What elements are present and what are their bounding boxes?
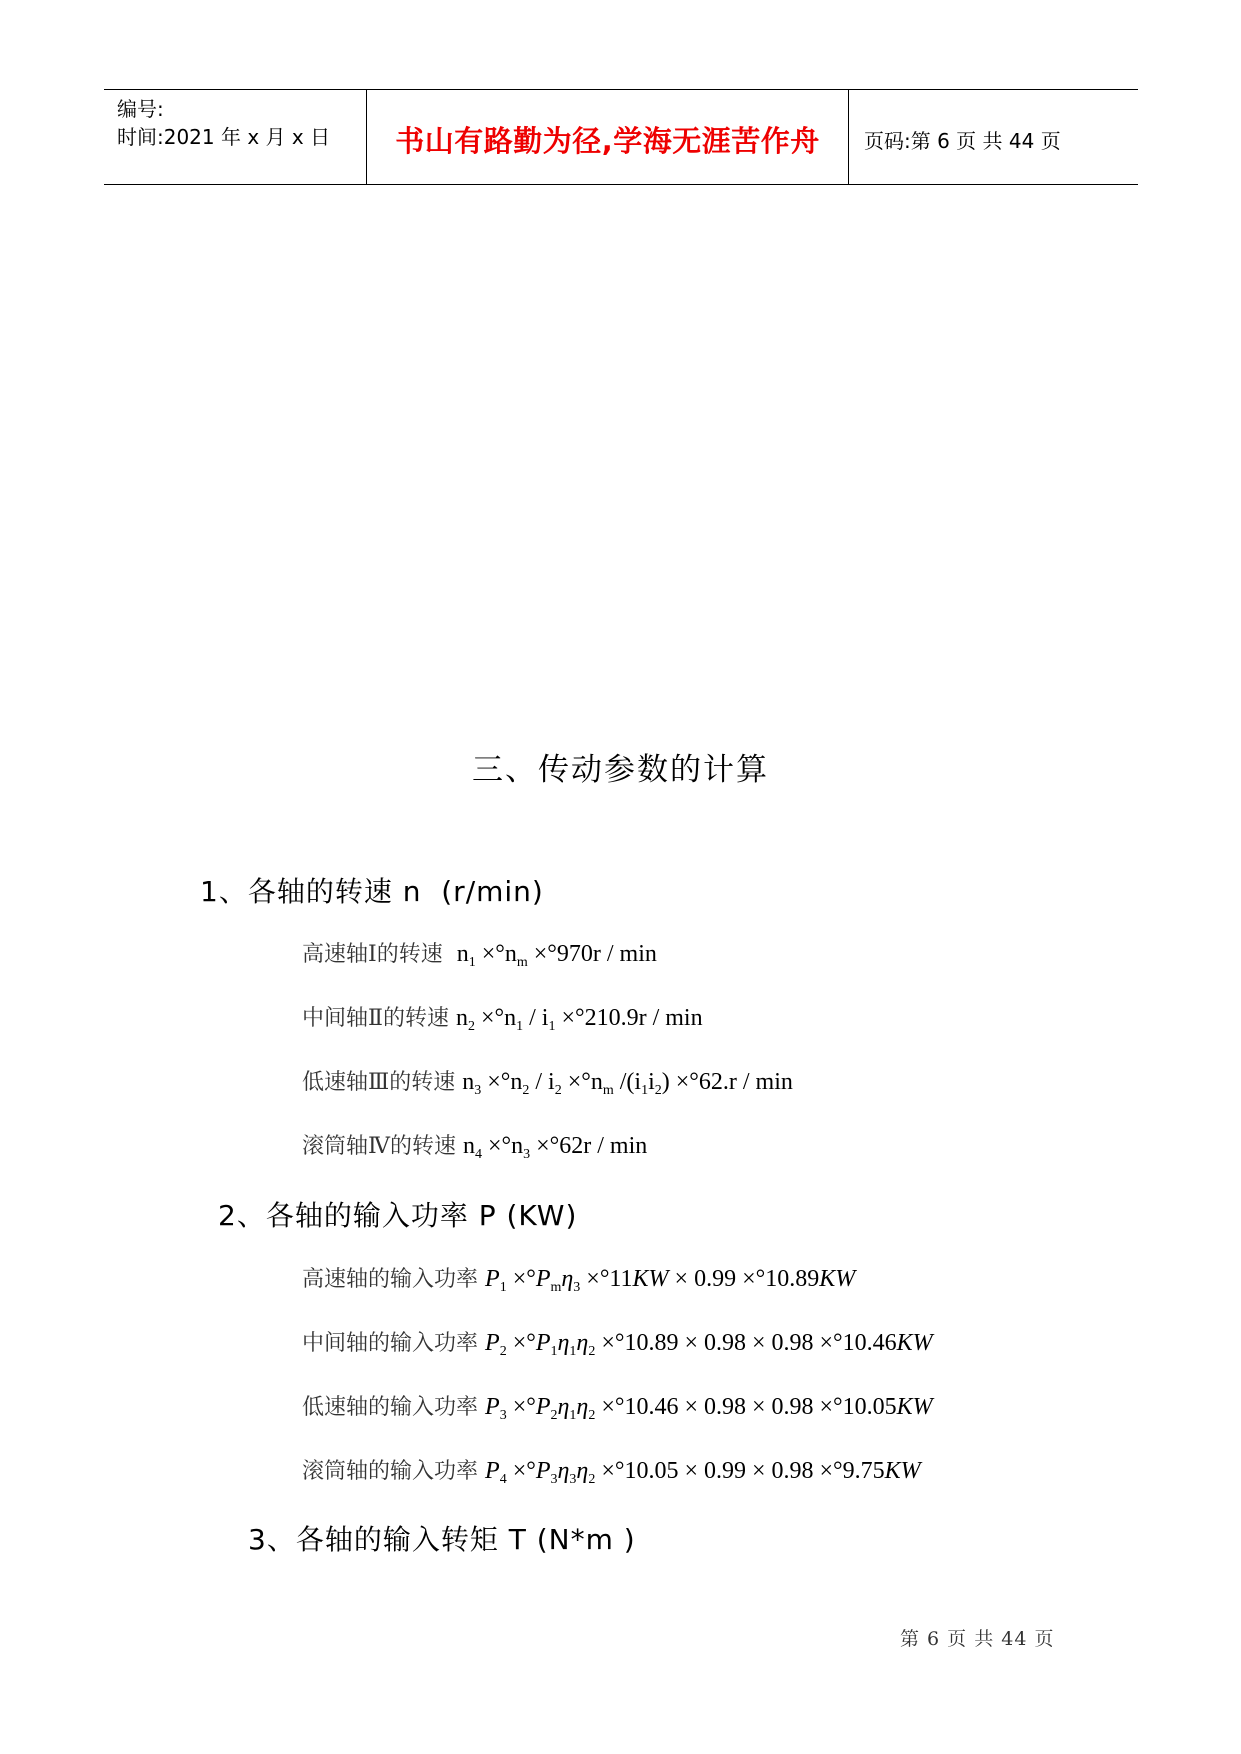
formula-label: 中间轴的输入功率 bbox=[302, 1331, 479, 1356]
formula-label: 滚筒轴Ⅳ的转速 bbox=[302, 1134, 456, 1159]
formula-label: 高速轴Ⅰ的转速 bbox=[302, 942, 443, 967]
formula-line bbox=[302, 1454, 921, 1488]
formula-label: 低速轴的输入功率 bbox=[302, 1395, 479, 1420]
header-left-cell bbox=[104, 90, 367, 184]
formula-expression: $n_2 \times^\circ n_1 / i_1 \times^\circ 210.9r / \min$ bbox=[455, 1005, 703, 1034]
formula-line bbox=[302, 1262, 855, 1296]
formula-expression: $n_3 \times^\circ n_2 / i_2 \times^\circ n_m$ $/(i_1i_2) \times^\circ 62.r / \min$ bbox=[462, 1069, 793, 1098]
formula-label: 中间轴Ⅱ的转速 bbox=[302, 1006, 449, 1031]
formula-line bbox=[302, 937, 657, 971]
time-label: 时间:2021 年 x 月 x 日 bbox=[117, 125, 331, 149]
motto: 书山有路勤为径,学海无涯苦作舟 bbox=[395, 124, 820, 158]
formula-expression: $P_4 \times^\circ P_3\eta_3\eta_2 \times^\circ 10.05 \times 0.99 \times 0.98 \times^\circ 9.75KW$ bbox=[485, 1458, 921, 1487]
heading-input-power: 2、各轴的输入功率 P (KW) bbox=[218, 1199, 578, 1232]
formula-label: 滚筒轴的输入功率 bbox=[302, 1459, 479, 1484]
header-right-cell bbox=[850, 90, 1138, 184]
header-motto-cell bbox=[367, 90, 849, 184]
formula-label: 低速轴Ⅲ的转速 bbox=[302, 1070, 456, 1095]
formula-expression: $P_3 \times^\circ P_2\eta_1\eta_2 \times^\circ 10.46 \times 0.98 \times 0.98 \times^\circ 10.05KW$ bbox=[485, 1394, 933, 1423]
formula-expression: $n_4 \times^\circ n_3 \times^\circ 62r / \min$ bbox=[462, 1133, 648, 1162]
formula-line bbox=[302, 1390, 933, 1424]
formula-line bbox=[302, 1065, 793, 1099]
page-code: 页码:第 6 页 共 44 页 bbox=[864, 129, 1061, 153]
serial-label: 编号: bbox=[117, 97, 164, 121]
formula-expression: $n_1 \times^\circ n_m \times^\circ 970r / \min$ bbox=[456, 941, 657, 970]
formula-line bbox=[302, 1129, 647, 1163]
formula-line bbox=[302, 1001, 703, 1035]
heading-rotational-speed: 1、各轴的转速 n (r/min) bbox=[200, 875, 544, 908]
heading-input-torque: 3、各轴的输入转矩 T (N*m ) bbox=[248, 1523, 636, 1556]
page-footer: 第 6 页 共 44 页 bbox=[900, 1628, 1055, 1650]
formula-line bbox=[302, 1326, 933, 1360]
formula-expression: $P_1 \times^\circ P_m\eta_3 \times^\circ 11KW \times 0.99 \times^\circ 10.89KW$ bbox=[485, 1266, 856, 1295]
page-header bbox=[104, 89, 1138, 185]
formula-label: 高速轴的输入功率 bbox=[302, 1267, 479, 1292]
section-title: 三、传动参数的计算 bbox=[472, 752, 769, 788]
formula-expression: $P_2 \times^\circ P_1\eta_1\eta_2 \times^\circ 10.89 \times 0.98 \times 0.98 \times^\circ 10.46KW$ bbox=[485, 1330, 933, 1359]
